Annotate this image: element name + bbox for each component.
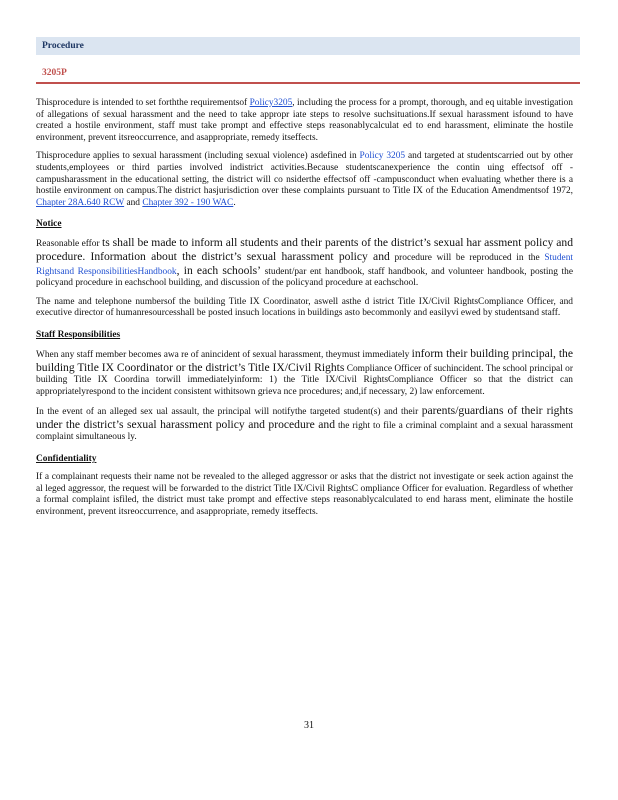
notice-paragraph-2: The name and telephone numbersof the building Title IX Coordinator, aswell asthe d istrict Title IX/Civil RightsCompliance Officer, and executive director of humanresourcesshall be posted insuch locations in buildings asto becommonly and easilyvi ewed by studentsand staff. [36,296,573,319]
intro-paragraph-1: Thisprocedure is intended to set forththe requirementsof Policy3205, including the process for a prompt, thorough, and eq uitable investigation of allegations of sexual harassment and the need to take appropr iate steps to resolve suchsituations.If sexual harassment isfound to have created a hostile environment, staff must take prompt and effective steps reasonablycalculat ed to end harassment, eliminate the hostile environment, prevent itsreoccurrence, and asappropriate, remedy itseffects. [36,98,573,143]
confidentiality-heading: Confidentiality [36,454,97,465]
staff-paragraph-2: In the event of an alleged sex ual assault, the principal will notifythe targeted student(s) and their parents/guardians of their rights under the district’s sexual harassment policy and procedure and the right to file a criminal complaint and a sexual harassment complaint simultaneous ly. [36,404,574,443]
policy-3205-link[interactable]: Policy3205 [249,98,293,108]
notice-paragraph-1: Reasonable effor ts shall be made to inform all students and their parents of the district’s sexual har assment policy and procedure. Information about the district’s sexual harassment policy and procedure will be reproduced in the Student Rightsand ResponsibilitiesHandbook, in each schools’ student/par ent handbook, staff handbook, and volunteer handbook, posting the policyand procedure in eachschool building, and discussion of the policyand procedure at eachschool. [36,236,573,289]
handbook-link[interactable]: Student Rightsand ResponsibilitiesHandbook [36,252,573,277]
rcw-chapter-link[interactable]: Chapter 28A.640 RCW [36,197,125,208]
procedure-title: Procedure [42,41,84,51]
page-number: 31 [304,720,314,731]
procedure-header-band [36,37,580,55]
header-divider [36,82,580,84]
confidentiality-paragraph: If a complainant requests their name not be revealed to the alleged aggressor or asks that the district not investigate or seek action against the al leged aggressor, the request will be forwarded to the district Title IX/Civil RightsC ompliance Officer for evaluation. Regardless of whether a formal complaint isfiled, the district must take prompt and effective steps reasonablycalculated to end harass ment, eliminate the hostile environment, prevent itsreoccurrence, and asappropriate, remedy itseffects. [36,472,573,517]
staff-paragraph-1: When any staff member becomes awa re of anincident of sexual harassment, theymust immediately inform their building principal, the building Title IX Coordinator or the district’s Title IX/Civil Rights Compliance Officer of suchincident. The school principal or building Title IX Coordina torwill immediatelyinform: 1) the Title IX/Civil RightsCompliance Officer so that the district can appropriatelyrespond to the incident consistent withitsown grieva nce procedures; and,if necessary, 2) law enforcement. [36,346,573,397]
notice-heading: Notice [36,219,62,230]
document-body [36,98,573,525]
procedure-code: 3205P [42,68,67,78]
staff-responsibilities-heading: Staff Responsibilities [36,329,121,340]
intro-paragraph-2: Thisprocedure applies to sexual harassment (including sexual violence) asdefined in Policy 3205 and targeted at studentscarried out by other students,employees or third parties involved indistrict activities.Because studentscanexperience the contin uing effectsof off -campusharassment in the educational setting, the district will co nsiderthe effectsof off -campusconduct when evaluating whether there is a hostile environment on campus.The district hasjurisdiction over these complaints pursuant to Title IX of the Education Amendmentsof 1972, Chapter 28A.640 RCW and Chapter 392 - 190 WAC. [36,151,573,208]
wac-chapter-link[interactable]: Chapter 392 - 190 WAC [142,197,234,208]
policy-3205-ref[interactable]: Policy 3205 [359,151,406,162]
